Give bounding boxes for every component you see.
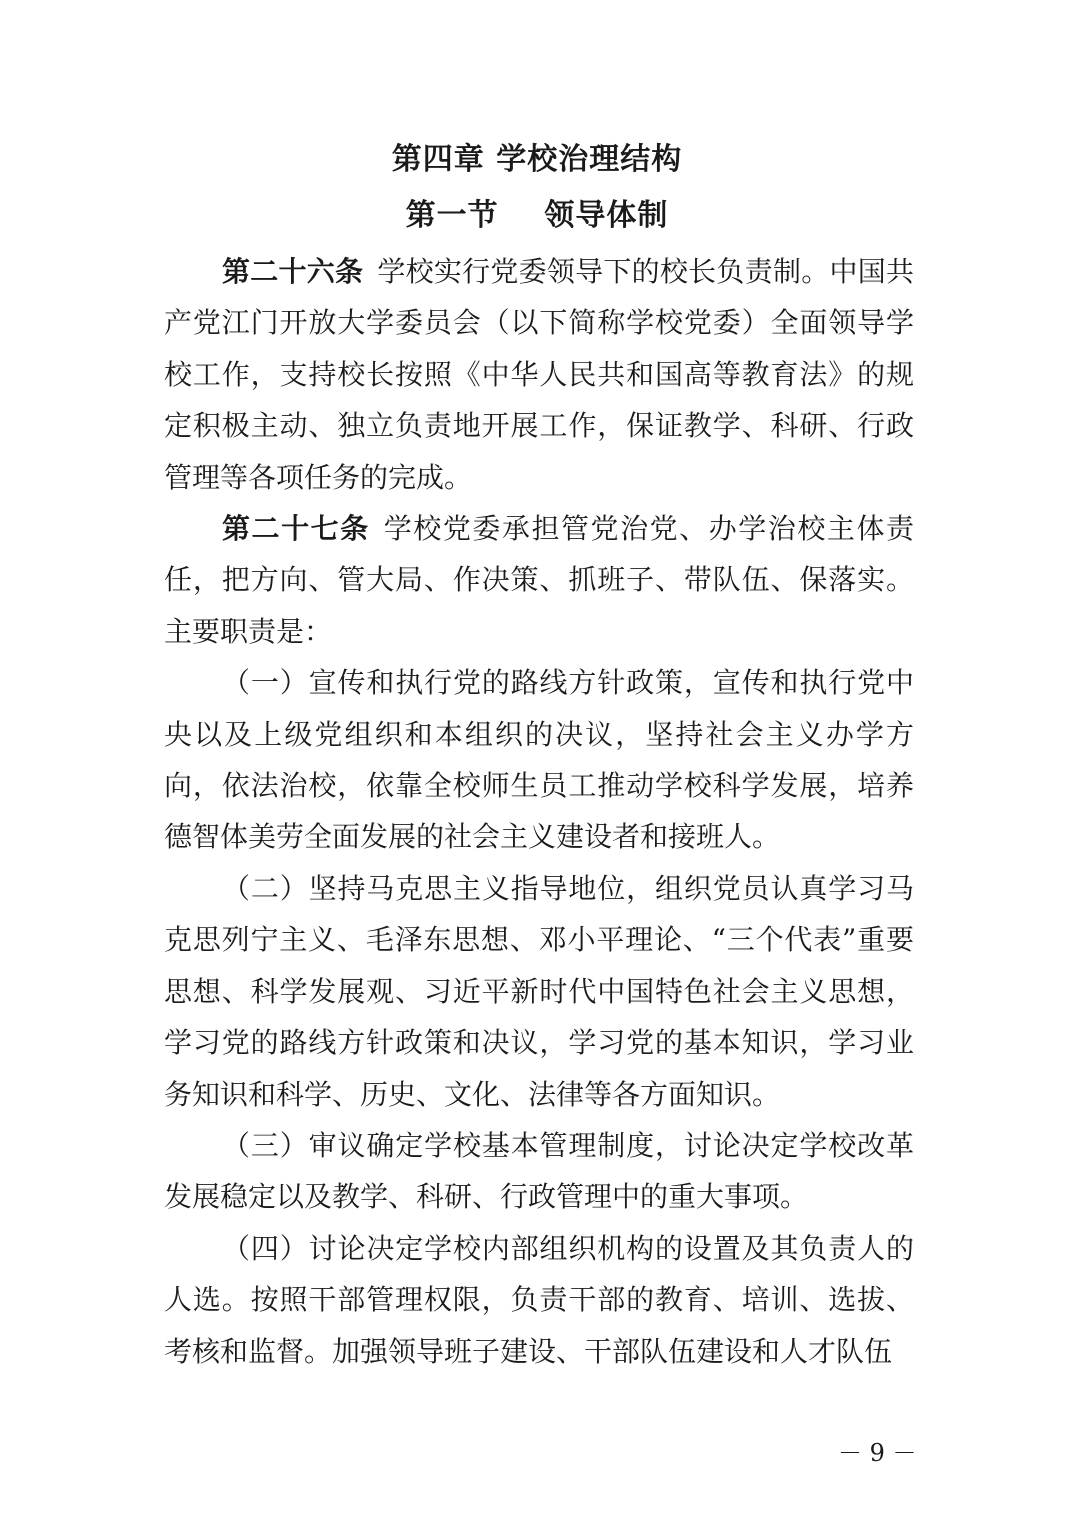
list-item: （一）宣传和执行党的路线方针政策，宣传和执行党中央以及上级党组织和本组织的决议，坚持社会主义办学方向，依法治校，依靠全校师生员工推动学校科学发展，培养德智体美劳全面发展的社会主义建设者和接班人。	[164, 666, 914, 854]
list-item: （二）坚持马克思主义指导地位，组织党员认真学习马克思列宁主义、毛泽东思想、邓小平理论、“三个代表”重要思想、科学发展观、习近平新时代中国特色社会主义思想，学习党的路线方针政策和决议，学习党的基本知识，学习业务知识和科学、历史、文化、法律等各方面知识。	[164, 871, 914, 1111]
page-number: － 9 －	[838, 1439, 917, 1467]
document-body	[164, 246, 914, 1377]
list-item: （四）讨论决定学校内部组织机构的设置及其负责人的人选。按照干部管理权限，负责干部的教育、培训、选拔、考核和监督。加强领导班子建设、干部队伍建设和人才队伍	[164, 1231, 914, 1368]
article-heading: 第二十六条	[222, 255, 364, 288]
article-text: 学校党委承担管党治党、办学治校主体责任，把方向、管大局、作决策、抓班子、带队伍、保落实。主要职责是：	[164, 512, 914, 648]
chapter-title: 第四章 学校治理结构	[391, 142, 683, 177]
article-heading: 第二十七条	[222, 512, 370, 546]
list-item: （三）审议确定学校基本管理制度，讨论决定学校改革发展稳定以及教学、科研、行政管理中的重大事项。	[164, 1128, 914, 1214]
article-27	[164, 503, 914, 657]
article-26	[164, 246, 914, 503]
section-title: 第一节 领导体制	[405, 198, 669, 233]
article-text: 学校实行党委领导下的校长负责制。中国共产党江门开放大学委员会（以下简称学校党委）全面领导学校工作，支持校长按照《中华人民共和国高等教育法》的规定积极主动、独立负责地开展工作，保证教学、科研、行政管理等各项任务的完成。	[164, 255, 914, 494]
